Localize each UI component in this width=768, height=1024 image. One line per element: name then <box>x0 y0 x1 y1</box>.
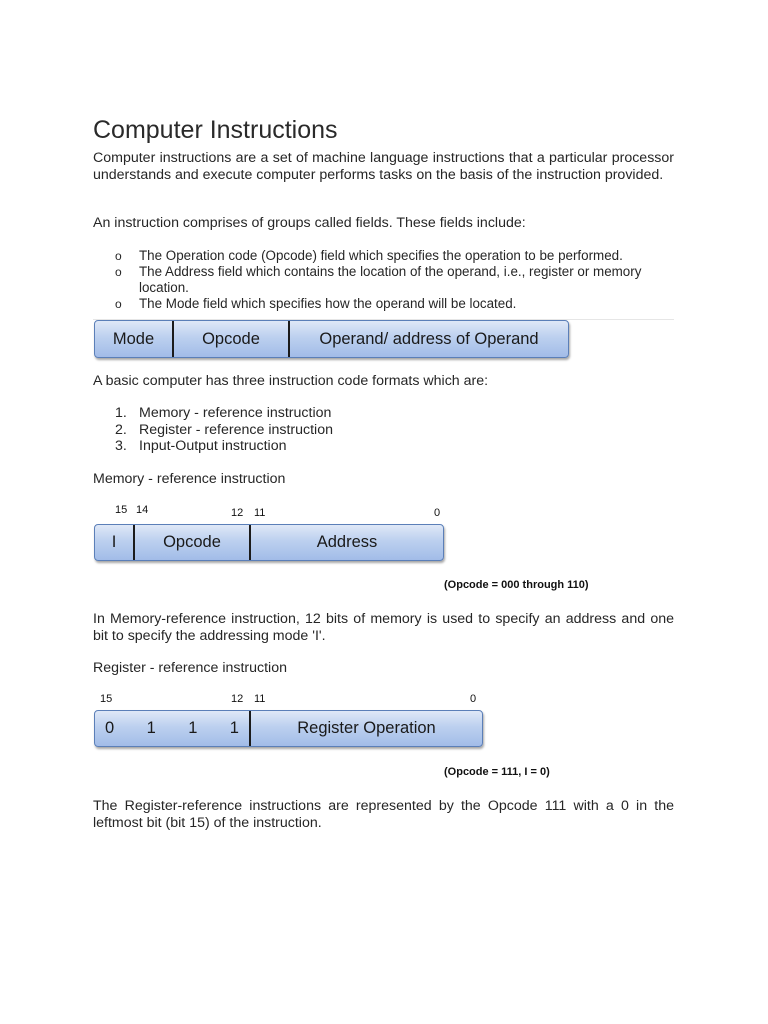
memory-reference-diagram <box>94 524 444 561</box>
bit-label: 11 <box>254 693 266 705</box>
register-operation-field: Register Operation <box>297 719 436 737</box>
operand-field: Operand/ address of Operand <box>319 329 539 348</box>
opcode-field: Opcode <box>135 525 251 560</box>
fields-list <box>93 248 674 312</box>
register-reference-diagram <box>94 710 483 747</box>
bit-label: 0 <box>434 507 441 519</box>
bit-label: 12 <box>231 507 244 519</box>
list-item: o The Address field which contains the location of the operand, i.e., register or memory location. <box>115 264 642 295</box>
list-item: o The Mode field which specifies how the operand will be located. <box>115 296 517 311</box>
opcode-caption: (Opcode = 000 through 110) <box>444 579 589 591</box>
fixed-bits-field: 0 1 1 1 <box>95 711 251 746</box>
bullet-icon: o <box>115 297 122 311</box>
bullet-icon: o <box>115 249 122 263</box>
list-item: 1. Memory - reference instruction <box>115 405 332 421</box>
formats-paragraph: A basic computer has three instruction code formats which are: <box>93 373 489 389</box>
intro-paragraph: Computer instructions are a set of machine language instructions that a particular processor understands and execute computer performs tasks on the basis of the instruction provided. <box>93 150 674 183</box>
address-field: Address <box>316 533 378 551</box>
bit-label: 15 <box>100 693 113 705</box>
instruction-format-diagram <box>94 320 569 358</box>
opcode-caption: (Opcode = 111, I = 0) <box>444 766 550 778</box>
page-title: Computer Instructions <box>93 116 338 144</box>
bit-label: 15 <box>115 504 128 516</box>
section-heading-memory: Memory - reference instruction <box>93 471 286 487</box>
register-paragraph: The Register-reference instructions are represented by the Opcode 111 with a 0 in the leftmost bit (bit 15) of the instruction. <box>93 798 674 831</box>
bullet-icon: o <box>115 265 122 279</box>
bit-label: 11 <box>254 507 266 519</box>
bit-label: 14 <box>136 504 149 516</box>
formats-list <box>93 405 333 455</box>
list-item: o The Operation code (Opcode) field which specifies the operation to be performed. <box>115 248 623 263</box>
section-heading-register: Register - reference instruction <box>93 660 287 676</box>
list-item: 3. Input-Output instruction <box>115 438 287 454</box>
indirect-bit-field: I <box>95 525 135 560</box>
list-item: 2. Register - reference instruction <box>115 421 333 438</box>
mode-field: Mode <box>95 321 174 357</box>
fields-paragraph: An instruction comprises of groups called fields. These fields include: <box>93 215 526 231</box>
opcode-field: Opcode <box>174 321 290 357</box>
bit-label: 0 <box>470 693 477 705</box>
bit-label: 12 <box>231 693 244 705</box>
memory-paragraph: In Memory-reference instruction, 12 bits of memory is used to specify an address and one bit to specify the addressing mode 'I'. <box>93 611 674 644</box>
